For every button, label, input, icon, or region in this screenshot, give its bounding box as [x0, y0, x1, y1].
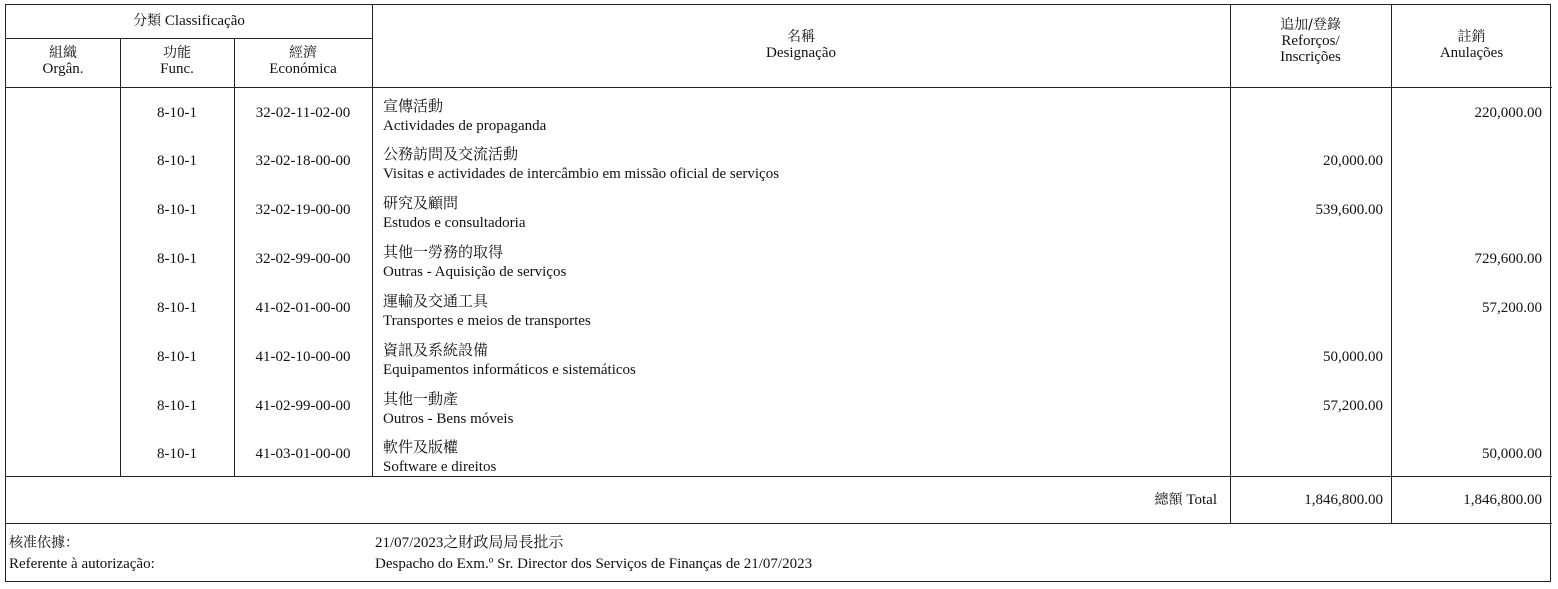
- reforcos-cell: 20,000.00: [1323, 153, 1383, 169]
- eco-cell: 41-03-01-00-00: [255, 446, 351, 462]
- designation-cell: 公務訪問及交流活動 Visitas e actividades de intercâmbio em missão oficial de serviços: [383, 145, 780, 182]
- designation-cell: 其他一動產 Outros - Bens móveis: [383, 390, 514, 427]
- authorization-text-zh: 21/07/2023之財政局局長批示: [375, 535, 564, 551]
- reforcos-header: 追加/登錄 Reforços/ Inscrições: [1280, 17, 1341, 65]
- table-row: [6, 91, 1552, 140]
- anulacoes-header: 註銷 Anulações: [1439, 29, 1504, 61]
- reforcos-cell: 57,200.00: [1323, 398, 1383, 414]
- designation-cell: 其他一勞務的取得 Outras - Aquisição de serviços: [383, 243, 567, 280]
- org-header: 組織 Orgân.: [42, 45, 84, 77]
- func-cell: 8-10-1: [157, 398, 197, 414]
- designation-header: 名稱 Designação: [766, 29, 836, 61]
- func-cell: 8-10-1: [157, 349, 197, 365]
- authorization-text-pt: Despacho do Exm.º Sr. Director dos Serviços de Finanças de 21/07/2023: [375, 556, 813, 572]
- table-row: [6, 286, 1552, 335]
- anulacoes-cell: 220,000.00: [1474, 105, 1542, 121]
- table-row: [6, 188, 1552, 237]
- eco-cell: 41-02-01-00-00: [255, 300, 351, 316]
- eco-header: 經濟 Económica: [269, 45, 337, 77]
- table-row: [6, 335, 1552, 384]
- total-reforcos: 1,846,800.00: [1304, 492, 1383, 508]
- authorization-label-pt: Referente à autorização:: [9, 556, 155, 572]
- eco-cell: 32-02-18-00-00: [255, 153, 351, 169]
- table-row: [6, 139, 1552, 188]
- designation-cell: 宣傳活動 Actividades de propaganda: [383, 97, 547, 134]
- designation-cell: 研究及顧問 Estudos e consultadoria: [383, 194, 526, 231]
- designation-cell: 運輸及交通工具 Transportes e meios de transportes: [383, 292, 591, 329]
- total-label: 總額 Total: [1154, 492, 1217, 508]
- eco-cell: 32-02-19-00-00: [255, 202, 351, 218]
- divider: [6, 523, 1552, 524]
- reforcos-cell: 539,600.00: [1315, 202, 1383, 218]
- total-anulacoes: 1,846,800.00: [1463, 492, 1542, 508]
- eco-cell: 32-02-99-00-00: [255, 251, 351, 267]
- authorization-label-zh: 核准依據：: [9, 535, 79, 551]
- table-row: [6, 384, 1552, 433]
- anulacoes-cell: 729,600.00: [1474, 251, 1542, 267]
- func-header: 功能 Func.: [160, 45, 194, 77]
- budget-table: [5, 4, 1551, 582]
- func-cell: 8-10-1: [157, 202, 197, 218]
- divider: [6, 38, 372, 39]
- anulacoes-cell: 50,000.00: [1482, 446, 1542, 462]
- table-row: [6, 237, 1552, 286]
- eco-cell: 41-02-99-00-00: [255, 398, 351, 414]
- classification-header: 分類 Classificação: [133, 13, 245, 29]
- func-cell: 8-10-1: [157, 105, 197, 121]
- divider: [6, 87, 1552, 88]
- func-cell: 8-10-1: [157, 446, 197, 462]
- table-row: [6, 432, 1552, 481]
- func-cell: 8-10-1: [157, 153, 197, 169]
- eco-cell: 41-02-10-00-00: [255, 349, 351, 365]
- designation-cell: 軟件及版權 Software e direitos: [383, 438, 497, 475]
- func-cell: 8-10-1: [157, 251, 197, 267]
- anulacoes-cell: 57,200.00: [1482, 300, 1542, 316]
- eco-cell: 32-02-11-02-00: [255, 105, 351, 121]
- reforcos-cell: 50,000.00: [1323, 349, 1383, 365]
- func-cell: 8-10-1: [157, 300, 197, 316]
- designation-cell: 資訊及系統設備 Equipamentos informáticos e sistemáticos: [383, 341, 636, 378]
